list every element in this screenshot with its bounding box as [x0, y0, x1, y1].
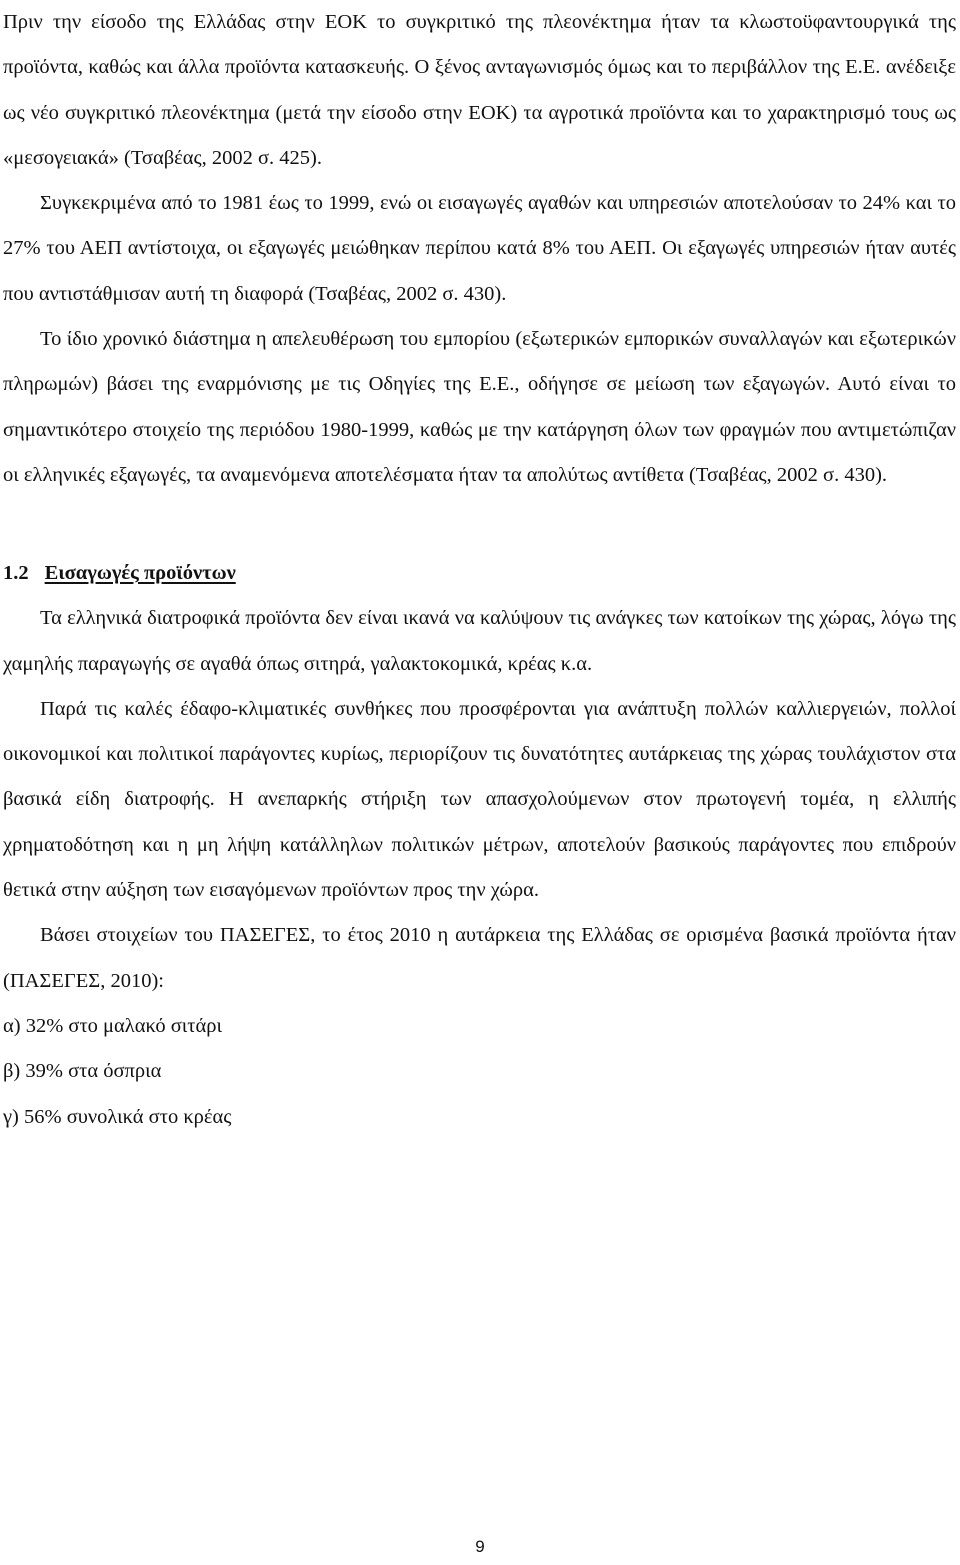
paragraph-self-sufficiency: Παρά τις καλές έδαφο-κλιματικές συνθήκες που προσφέρονται για ανάπτυξη πολλών καλλιεργειών, πολλοί οικονομικοί και πολιτικοί παράγοντες κυρίως, περιορίζουν τις δυνατότητες αυτάρκειας της χώρας τουλάχιστον στα βασικά είδη διατροφής. Η ανεπαρκής στήριξη των απασχολούμενων στον πρωτογενή τομέα, η ελλιπής χρηματοδότηση και η μη λήψη κατάλληλων πολιτικών μέτρων, αποτελούν βασικούς παράγοντες που επιδρούν θετικά στην αύξηση των εισαγόμενων προϊόντων προς την χώρα.	[3, 697, 956, 902]
section-title: Εισαγωγές προϊόντων	[44, 562, 236, 585]
paragraph-trade-liberalization: Το ίδιο χρονικό διάστημα η απελευθέρωση του εμπορίου (εξωτερικών εμπορικών συναλλαγών και εξωτερικών πληρωμών) βάσει της εναρμόνισης με τις Οδηγίες της Ε.Ε., οδήγησε σε μείωση των εξαγωγών. Αυτό είναι το σημαντικότερο στοιχείο της περιόδου 1980-1999, καθώς με την κατάργηση όλων των φραγμών που αντιμετώπιζαν οι ελληνικές εξαγωγές, τα αναμενόμενα αποτελέσματα ήταν τα απολύτως αντίθετα (Τσαβέας, 2002 σ. 430).	[3, 328, 956, 486]
section-heading	[3, 551, 956, 596]
list-item: α) 32% στο μαλακό σιτάρι	[3, 1014, 223, 1037]
paragraph-intro: Πριν την είσοδο της Ελλάδας στην ΕΟΚ το συγκριτικό της πλεονέκτημα ήταν τα κλωστοϋφαντουργικά της προϊόντα, καθώς και άλλα προϊόντα κατασκευής. Ο ξένος ανταγωνισμός όμως και το περιβάλλον της Ε.Ε. ανέδειξε ως νέο συγκριτικό πλεονέκτημα (μετά την είσοδο στην ΕΟΚ) τα αγροτικά προϊόντα και το χαρακτηρισμό τους ως «μεσογειακά» (Τσαβέας, 2002 σ. 425).	[3, 11, 956, 169]
list-item: β) 39% στα όσπρια	[3, 1060, 162, 1083]
list-item: γ) 56% συνολικά στο κρέας	[3, 1105, 232, 1128]
paragraph-food-products: Τα ελληνικά διατροφικά προϊόντα δεν είναι ικανά να καλύψουν τις ανάγκες των κατοίκων της χώρας, λόγω της χαμηλής παραγωγής σε αγαθά όπως σιτηρά, γαλακτοκομικά, κρέας κ.α.	[3, 607, 956, 675]
self-sufficiency-list	[3, 1004, 956, 1140]
paragraph-pasegas-data: Βάσει στοιχείων του ΠΑΣΕΓΕΣ, το έτος 2010 η αυτάρκεια της Ελλάδας σε ορισμένα βασικά προϊόντα ήταν (ΠΑΣΕΓΕΣ, 2010):	[3, 924, 956, 992]
paragraph-imports-exports: Συγκεκριμένα από το 1981 έως το 1999, ενώ οι εισαγωγές αγαθών και υπηρεσιών αποτελούσαν το 24% και το 27% του ΑΕΠ αντίστοιχα, οι εξαγωγές μειώθηκαν περίπου κατά 8% του ΑΕΠ. Οι εξαγωγές υπηρεσιών ήταν αυτές που αντιστάθμισαν αυτή τη διαφορά (Τσαβέας, 2002 σ. 430).	[3, 192, 956, 305]
page-number: 9	[475, 1537, 485, 1556]
section-number: 1.2	[3, 562, 29, 585]
